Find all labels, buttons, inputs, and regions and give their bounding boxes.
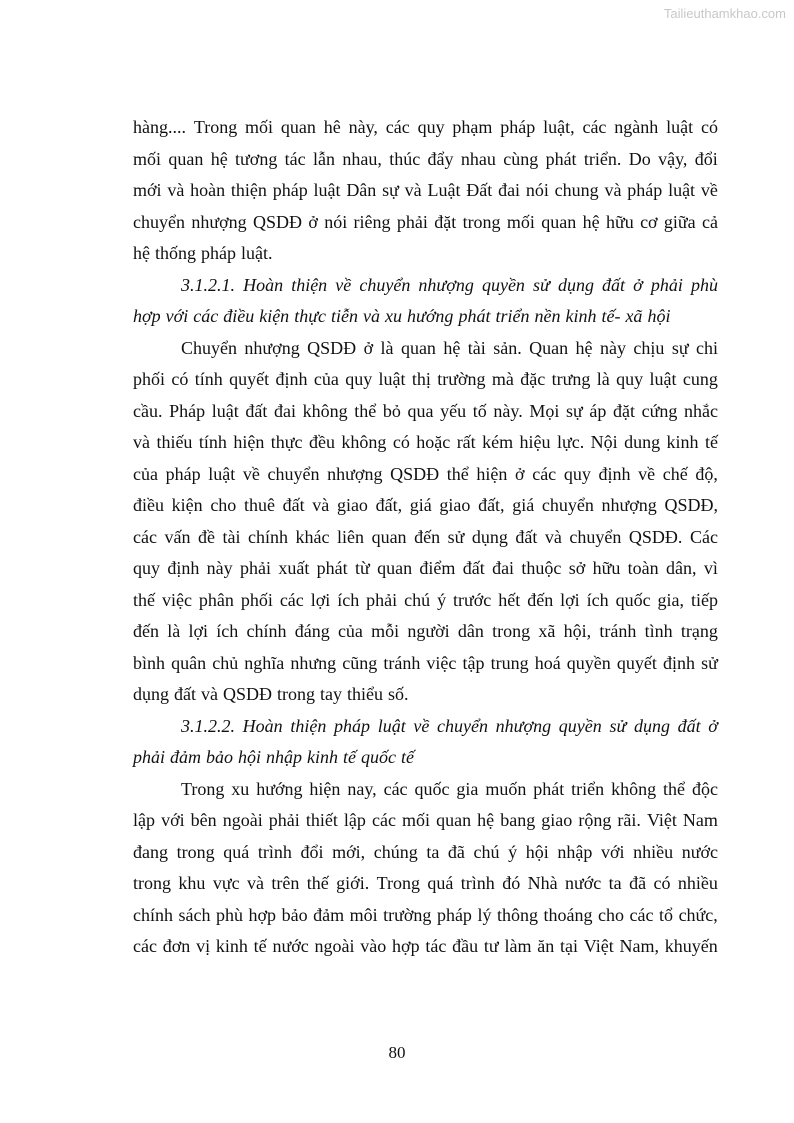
text-line: các đơn vị kinh tế nước ngoài vào hợp tác đầu tư làm ăn tại Việt Nam, khuyến: [133, 936, 718, 956]
text-line: trong khu vực và trên thế giới. Trong quá trình đó Nhà nước ta đã có nhiều: [133, 873, 718, 893]
page-number: 80: [388, 1043, 406, 1062]
text-line: và thiếu tính hiện thực đều không có hoặc rất kém hiệu lực. Nội dung kinh tế: [133, 432, 718, 452]
text-line: phải đảm bảo hội nhập kinh tế quốc tế: [133, 747, 415, 767]
text-line: chính sách phù hợp bảo đảm môi trường pháp lý thông thoáng cho các tổ chức,: [133, 904, 718, 925]
document-body: [133, 112, 718, 963]
text-line: hệ thống pháp luật.: [133, 243, 273, 263]
text-line: Chuyển nhượng QSDĐ ở là quan hệ tài sản. Quan hệ này chịu sự chi: [181, 337, 718, 358]
text-line: chuyển nhượng QSDĐ ở nói riêng phải đặt trong mối quan hệ hữu cơ giữa cả: [133, 211, 718, 232]
text-line: bình quân chủ nghĩa nhưng cũng tránh việc tập trung hoá quyền quyết định sử: [133, 652, 718, 673]
text-line: của pháp luật về chuyển nhượng QSDĐ thể hiện ở các quy định về chế độ,: [133, 463, 718, 484]
watermark-text: Tailieuthamkhao.com: [663, 6, 786, 21]
text-line: mới và hoàn thiện pháp luật Dân sự và Luật Đất đai nói chung và pháp luật về: [133, 180, 718, 200]
text-line: đang trong quá trình đổi mới, chúng ta đã chú ý hội nhập với nhiều nước: [133, 841, 718, 862]
text-line: phối có tính quyết định của quy luật thị trường mà đặc trưng là quy luật cung: [133, 369, 718, 389]
text-line: 3.1.2.2. Hoàn thiện pháp luật về chuyển nhượng quyền sử dụng đất ở: [181, 715, 718, 736]
text-line: dụng đất và QSDĐ trong tay thiểu số.: [133, 684, 409, 704]
text-line: cầu. Pháp luật đất đai không thể bỏ qua yếu tố này. Mọi sự áp đặt cứng nhắc: [133, 400, 718, 421]
text-line: lập với bên ngoài phải thiết lập các mối quan hệ bang giao rộng rãi. Việt Nam: [133, 810, 718, 830]
text-line: Trong xu hướng hiện nay, các quốc gia muốn phát triển không thể độc: [181, 778, 718, 799]
text-line: đến là lợi ích chính đáng của mỗi người dân trong xã hội, tránh tình trạng: [133, 621, 718, 641]
text-line: mối quan hệ tương tác lẫn nhau, thúc đẩy nhau cùng phát triển. Do vậy, đổi: [133, 148, 718, 169]
text-line: hợp với các điều kiện thực tiễn và xu hướng phát triển nền kinh tế- xã hội: [133, 306, 671, 326]
text-line: 3.1.2.1. Hoàn thiện về chuyển nhượng quyền sử dụng đất ở phải phù: [181, 274, 718, 295]
text-line: các vấn đề tài chính khác liên quan đến sử dụng đất và chuyển QSDĐ. Các: [133, 526, 718, 547]
text-line: hàng.... Trong mối quan hê này, các quy phạm pháp luật, các ngành luật có: [133, 117, 718, 137]
text-line: quy định này phải xuất phát từ quan điểm đất đai thuộc sở hữu toàn dân, vì: [133, 558, 718, 578]
text-line: thế việc phân phối các lợi ích phải chú ý trước hết đến lợi ích quốc gia, tiếp: [133, 589, 718, 610]
text-line: điều kiện cho thuê đất và giao đất, giá giao đất, giá chuyển nhượng QSDĐ,: [133, 495, 718, 515]
